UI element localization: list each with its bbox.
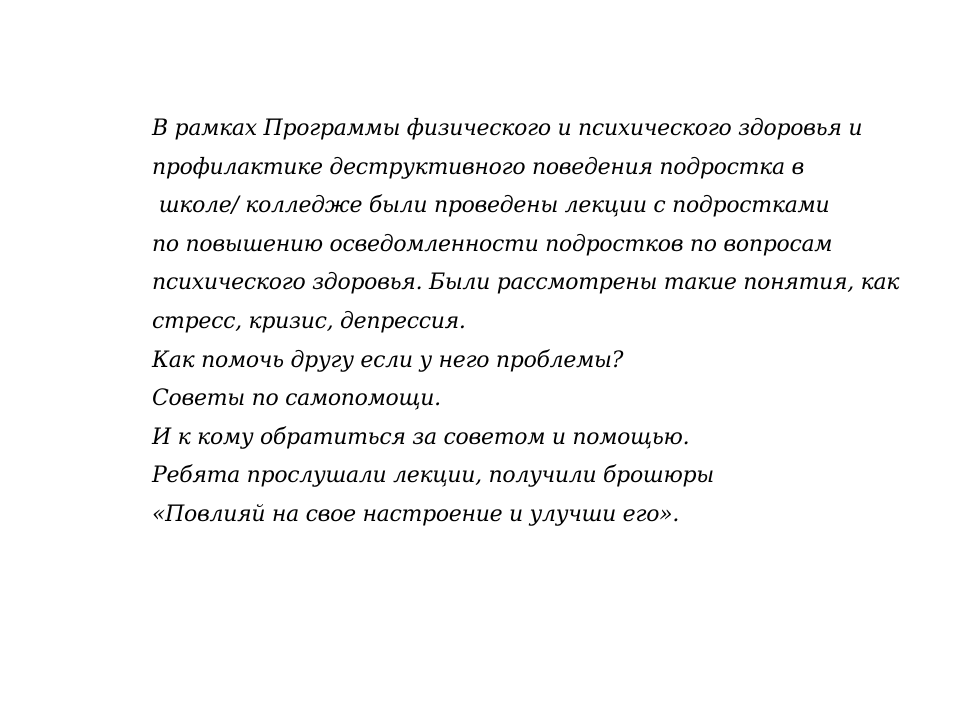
text-line-2: профилактике деструктивного поведения подростка в (152, 154, 805, 180)
text-line-9: И к кому обратиться за советом и помощью. (152, 424, 690, 450)
text-line-7: Как помочь другу если у него проблемы? (152, 347, 624, 373)
body-text (152, 110, 942, 535)
text-line-10: Ребята прослушали лекции, получили брошюры (152, 463, 714, 489)
text-line-1: В рамках Программы физического и психического здоровья и (152, 116, 863, 141)
text-line-8: Советы по самопомощи. (152, 386, 441, 412)
text-line-4: по повышению осведомленности подростков по вопросам (152, 231, 833, 257)
text-line-6: стресс, кризис, депрессия. (152, 308, 466, 334)
text-line-3: школе/ колледже были проведены лекции с подростками (152, 193, 830, 219)
text-line-5: психического здоровья. Были рассмотрены такие понятия, как (152, 270, 900, 296)
text-line-11: «Повлияй на свое настроение и улучши его». (152, 501, 680, 527)
